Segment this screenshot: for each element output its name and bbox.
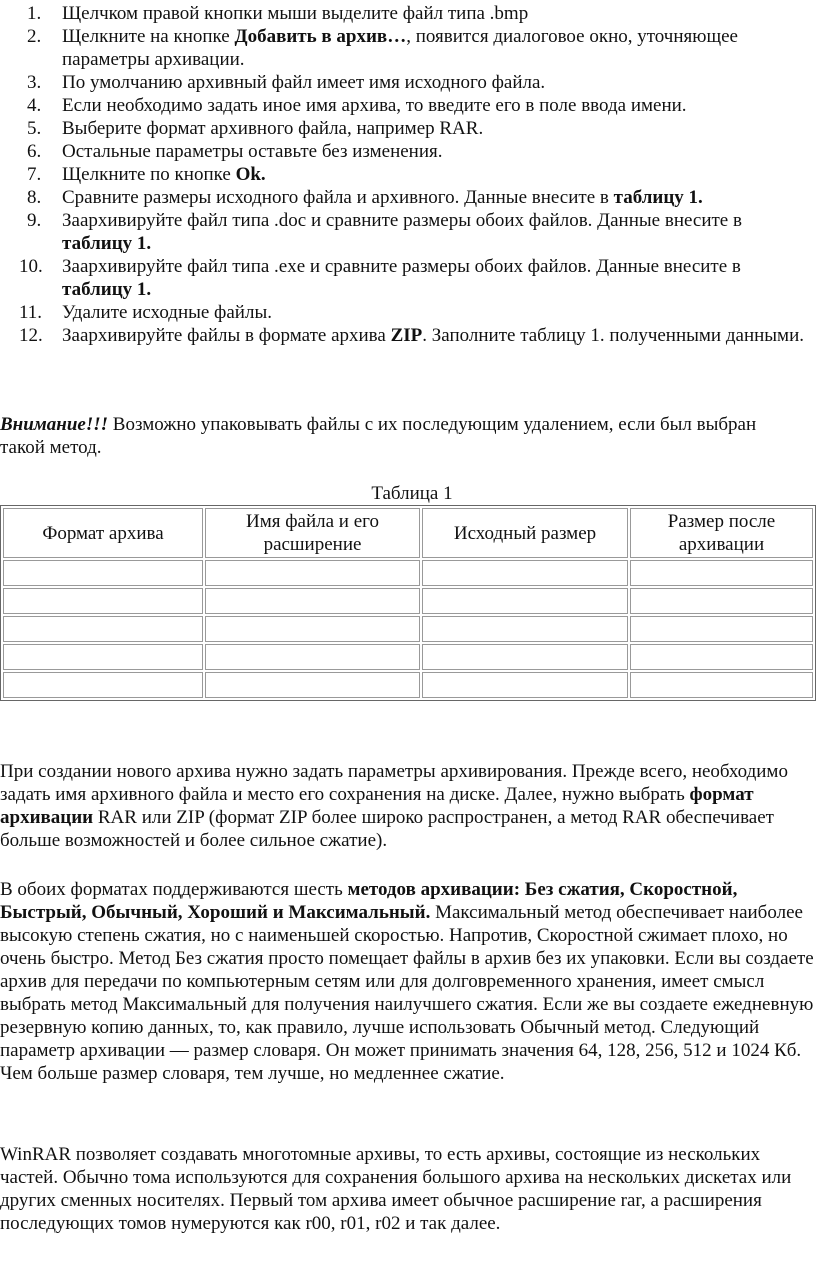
item-text: Заархивируйте файл типа .doc и сравните размеры обоих файлов. Данные внесите в bbox=[62, 210, 742, 231]
table-caption: Таблица 1 bbox=[371, 483, 453, 504]
item-number: 10. bbox=[19, 256, 43, 277]
item-number: 2. bbox=[27, 26, 42, 47]
table-cell[interactable] bbox=[3, 672, 203, 698]
item-text: Остальные параметры оставьте без изменения. bbox=[62, 141, 443, 162]
column-header: Формат архива bbox=[3, 508, 203, 558]
paragraph-archive-params bbox=[0, 760, 816, 852]
table-cell[interactable] bbox=[205, 672, 420, 698]
item-text: По умолчанию архивный файл имеет имя исходного файла. bbox=[62, 72, 546, 93]
item-number: 5. bbox=[27, 118, 42, 139]
table-row bbox=[3, 672, 813, 698]
table-cell[interactable] bbox=[422, 588, 628, 614]
table-cell[interactable] bbox=[205, 588, 420, 614]
item-text: Заархивируйте файлы в формате архива bbox=[62, 325, 391, 346]
item-bold-text: таблицу 1. bbox=[62, 233, 152, 254]
list-item bbox=[0, 2, 816, 25]
paragraph-text: При создании нового архива нужно задать параметры архивирования. Прежде всего, необходимо задать имя архивного файла и место его сохранения на диске. Далее, нужно выбрать bbox=[0, 761, 788, 805]
list-item bbox=[0, 324, 816, 347]
paragraph-text: В обоих форматах поддерживаются шесть bbox=[0, 879, 348, 900]
paragraph-multivolume bbox=[0, 1143, 816, 1235]
item-text: Если необходимо задать иное имя архива, то введите его в поле ввода имени. bbox=[62, 95, 687, 116]
paragraph-text: RAR или ZIP (формат ZIP более широко распространен, а метод RAR обеспечивает больше возможностей и более сильное сжатие). bbox=[0, 807, 774, 851]
warning-note bbox=[0, 413, 800, 459]
item-bold-text: Добавить в архив… bbox=[234, 26, 407, 47]
data-table bbox=[0, 505, 816, 701]
table-cell[interactable] bbox=[630, 616, 813, 642]
item-text: Удалите исходные файлы. bbox=[62, 302, 272, 323]
item-number: 8. bbox=[27, 187, 42, 208]
item-number: 1. bbox=[27, 3, 42, 24]
table-cell[interactable] bbox=[205, 644, 420, 670]
paragraph-archive-methods bbox=[0, 878, 816, 1085]
table-row bbox=[3, 588, 813, 614]
item-text: Заархивируйте файл типа .exe и сравните размеры обоих файлов. Данные внесите в bbox=[62, 256, 741, 277]
warning-text: Возможно упаковывать файлы с их последующим удалением, если был выбран такой метод. bbox=[0, 414, 757, 458]
table-cell[interactable] bbox=[422, 616, 628, 642]
paragraph-text: Максимальный метод обеспечивает наиболее высокую степень сжатия, но с наименьшей скоростью. Напротив, Скоростной сжимает плохо, но очень быстро. Метод Без сжатия просто помещает файлы в архив без их упаковки. Если вы создаете архив для передачи по компьютерным сетям или для долговременного хранения, имеет смысл выбрать метод Максимальный для получения наилучшего сжатия. Если же вы создаете ежедневную резервную копию данных, то, как правило, лучше использовать Обычный метод. Следующий параметр архивации — размер словаря. Он может принимать значения 64, 128, 256, 512 и 1024 Кб. Чем больше размер словаря, тем лучше, но медленнее сжатие. bbox=[0, 902, 814, 1084]
item-number: 3. bbox=[27, 72, 42, 93]
item-text: Щелчком правой кнопки мыши выделите файл типа .bmp bbox=[62, 3, 529, 24]
list-item bbox=[0, 186, 816, 209]
paragraph-bold-text: формат архивации bbox=[0, 784, 754, 828]
table-cell[interactable] bbox=[630, 644, 813, 670]
list-item bbox=[0, 255, 816, 301]
warning-label: Внимание!!! bbox=[0, 414, 109, 435]
item-bold-text: таблицу 1. bbox=[62, 279, 152, 300]
list-item bbox=[0, 209, 816, 255]
item-text: Сравните размеры исходного файла и архивного. Данные внесите в bbox=[62, 187, 614, 208]
item-text: Щелкните на кнопке bbox=[62, 26, 235, 47]
item-number: 9. bbox=[27, 210, 42, 231]
item-text: Выберите формат архивного файла, например RAR. bbox=[62, 118, 484, 139]
item-number: 11. bbox=[19, 302, 43, 323]
table-cell[interactable] bbox=[422, 560, 628, 586]
item-number: 7. bbox=[27, 164, 42, 185]
item-text: Щелкните по кнопке bbox=[62, 164, 236, 185]
item-number: 6. bbox=[27, 141, 42, 162]
instruction-list bbox=[0, 2, 816, 347]
table-cell[interactable] bbox=[630, 560, 813, 586]
list-item bbox=[0, 117, 816, 140]
table-row bbox=[3, 644, 813, 670]
table-cell[interactable] bbox=[630, 588, 813, 614]
list-item bbox=[0, 140, 816, 163]
table-row bbox=[3, 560, 813, 586]
table-cell[interactable] bbox=[422, 672, 628, 698]
table-row bbox=[3, 616, 813, 642]
list-item bbox=[0, 25, 816, 71]
item-bold-text: таблицу 1. bbox=[613, 187, 703, 208]
list-item bbox=[0, 301, 816, 324]
column-header: Исходный размер bbox=[422, 508, 628, 558]
table-cell[interactable] bbox=[3, 616, 203, 642]
item-number: 12. bbox=[19, 325, 43, 346]
item-bold-text: Ok. bbox=[235, 164, 266, 185]
paragraph-text: WinRAR позволяет создавать многотомные архивы, то есть архивы, состоящие из нескольких частей. Обычно тома используются для сохранения большого архива на нескольких дискетах или других сменных носителях. Первый том архива имеет обычное расширение rar, а расширения последующих томов нумеруются как r00, r01, r02 и так далее. bbox=[0, 1144, 792, 1234]
column-header: Размер после архивации bbox=[630, 508, 813, 558]
table-cell[interactable] bbox=[630, 672, 813, 698]
table-cell[interactable] bbox=[422, 644, 628, 670]
table-cell[interactable] bbox=[205, 616, 420, 642]
list-item bbox=[0, 163, 816, 186]
table-header-row bbox=[3, 508, 813, 558]
table-cell[interactable] bbox=[205, 560, 420, 586]
column-header: Имя файла и его расширение bbox=[205, 508, 420, 558]
item-text: , появится диалоговое окно, уточняющее параметры архивации. bbox=[62, 26, 738, 70]
item-number: 4. bbox=[27, 95, 42, 116]
item-bold-text: ZIP bbox=[390, 325, 423, 346]
item-text: . Заполните таблицу 1. полученными данными. bbox=[422, 325, 804, 346]
paragraph-bold-text: методов архивации: Без сжатия, Скоростной, Быстрый, Обычный, Хороший и Максимальный. bbox=[0, 879, 738, 923]
list-item bbox=[0, 71, 816, 94]
table-cell[interactable] bbox=[3, 644, 203, 670]
table-cell[interactable] bbox=[3, 588, 203, 614]
list-item bbox=[0, 94, 816, 117]
table-cell[interactable] bbox=[3, 560, 203, 586]
